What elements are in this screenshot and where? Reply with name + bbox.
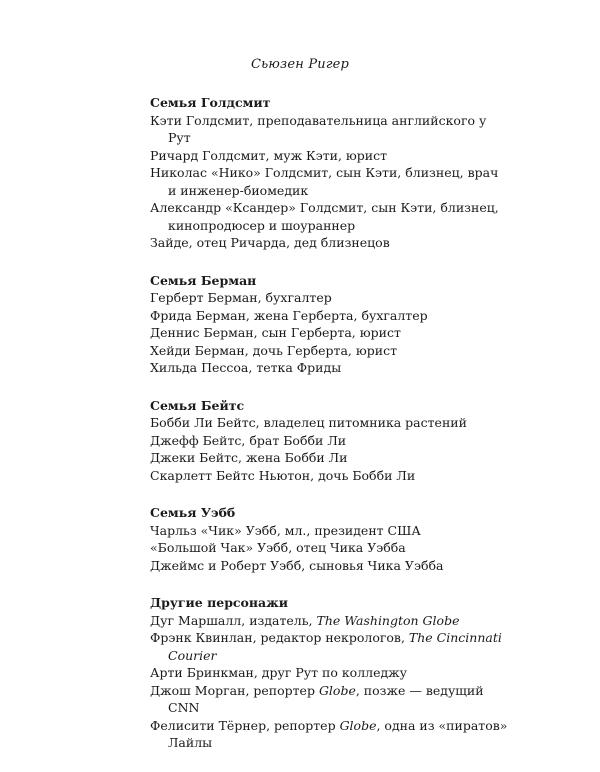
section-title: Семья Берман [150,272,257,288]
character-entry [150,682,510,717]
section-title: Другие персонажи [150,595,289,610]
character-entry: Фрида Берман, жена Герберта, бухгалтер [150,307,428,323]
publication-name: Globe [339,717,377,733]
character-entry: Хильда Пессоа, тетка Фриды [150,360,342,375]
character-entry: Джеймс и Роберт Уэбб, сыновья Чика Уэбба [150,557,444,573]
character-entry: Деннис Берман, сын Герберта, юрист [150,325,401,340]
entry-text: Фрэнк Квинлан, редактор некрологов, [150,630,409,645]
character-entry: Александр «Ксандер» Голдсмит, сын Кэти, близнец, кинопродюсер и шоураннер [150,200,499,233]
entry-text: Арти Бринкман, друг Рут по колледжу [150,665,408,680]
section-title: Семья Бейтс [150,397,245,413]
character-entry: Скарлетт Бейтс Ньютон, дочь Бобби Ли [150,467,416,483]
character-entry [150,664,510,682]
entry-text: , позже — ведущий CNN [168,682,484,715]
entry-text: Дуг Маршалл, издатель, [150,612,317,628]
entry-text: , одна из «пиратов» Лайлы [168,717,508,750]
character-entry: Хейди Берман, дочь Герберта, юрист [150,342,397,358]
character-entry [150,717,510,752]
character-entry: Бобби Ли Бейтс, владелец питомника растений [150,415,467,430]
character-list [150,94,510,772]
section-goldsmith-family [150,94,510,252]
section-title: Семья Уэбб [150,505,236,520]
section-title: Семья Голдсмит [150,95,271,110]
character-entry [150,612,510,630]
publication-name: The Washington Globe [316,612,460,628]
section-other-characters [150,594,510,752]
character-entry: Джефф Бейтс, брат Бобби Ли [150,432,347,448]
section-webb-family [150,504,510,574]
section-bates-family [150,397,510,485]
character-entry: Чарльз «Чик» Уэбб, мл., президент США [150,522,421,538]
entry-text: Фелисити Тёрнер, репортер [150,717,340,733]
publication-name: The Cincinnati Courier [168,630,502,663]
section-berman-family [150,272,510,377]
publication-name: Globe [318,682,356,698]
character-entry: Джеки Бейтс, жена Бобби Ли [150,450,348,465]
character-entry: Герберт Берман, бухгалтер [150,290,332,305]
character-entry: Зайде, отец Ричарда, дед близнецов [150,235,390,250]
entry-text: Джош Морган, репортер [150,682,319,698]
running-head: Сьюзен Ригер [250,57,350,72]
character-entry [150,629,510,664]
character-entry: Кэти Голдсмит, преподавательница английского у Рут [150,112,487,145]
character-entry: «Большой Чак» Уэбб, отец Чика Уэбба [150,540,406,555]
character-entry: Николас «Нико» Голдсмит, сын Кэти, близнец, врач и инженер-биомедик [150,165,499,198]
character-entry: Ричард Голдсмит, муж Кэти, юрист [150,147,388,163]
